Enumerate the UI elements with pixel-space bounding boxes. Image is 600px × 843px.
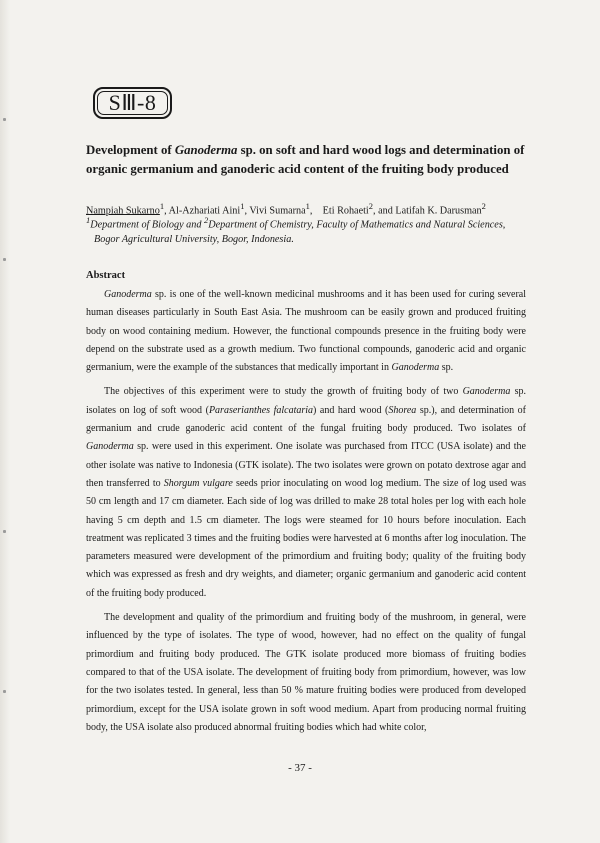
paragraph-text: seeds prior inoculating on wood log medium. The size of log used was 50 cm length and 17 cm diameter. Each side of log was drilled to make 28 total holes per log with each hole having 5 cm depth and 1.5 cm diameter. The logs were steamed for 10 hours before inoculation. Each treatment was replicated 3 times and the fruiting bodies were harvested at 6 months after log inoculation. The parameters measured were development of the primordium and fruiting body; quality of the fruiting body which was expressed as fresh and dry weights, and diameter; organic germanium and ganoderic acid content of the fruiting body produced.	[86, 477, 527, 599]
session-code-box	[93, 87, 172, 119]
affiliation-university: Bogor Agricultural University, Bogor, Indonesia.	[94, 234, 294, 246]
paragraph-text: The objectives of this experiment were to study the growth of fruiting body of two	[104, 386, 463, 398]
affiliations	[86, 213, 526, 247]
author-affiliation-mark: 1	[240, 201, 245, 211]
author-separator: ,	[164, 205, 169, 217]
title-post: sp. on soft and hard wood logs and determination of organic germanium and ganoderic acid content of the fruiting body produced	[86, 143, 525, 176]
author-affiliation-mark: 1	[305, 201, 310, 211]
species-name: Shorea	[388, 404, 417, 416]
abstract-body	[86, 286, 526, 737]
affiliation-dept-1: Department of Biology and	[90, 219, 204, 231]
page-number: - 37 -	[288, 762, 312, 774]
scan-speck	[3, 690, 6, 693]
paragraph-text: sp.	[439, 362, 454, 374]
paragraph-text: sp.), and determination of germanium and crude ganoderic acid content of the fungal fruiting body produced. Two isolates of	[86, 404, 527, 435]
paragraph-text: sp. were used in this experiment. One isolate was purchased from ITCC (USA isolate) and the other isolate was native to Indonesia (GTK isolate). The two isolates were grown on potato dextrose agar and then transferred to	[86, 441, 526, 489]
species-name: Ganoderma	[104, 289, 152, 300]
author-separator: ,	[309, 205, 323, 217]
author-name: Nampiah Sukarno	[86, 205, 160, 217]
page-edge-shadow	[0, 0, 10, 843]
abstract-heading: Abstract	[86, 270, 126, 281]
scan-speck	[3, 530, 6, 533]
affiliation-mark: 1	[86, 215, 91, 225]
author-affiliation-mark: 2	[481, 201, 486, 211]
author-affiliation-mark: 1	[159, 201, 165, 211]
affiliation-mark: 2	[204, 215, 209, 225]
paper-title	[86, 141, 526, 179]
paragraph-text: ) and hard wood (	[313, 404, 389, 416]
author-name: Al-Azhariati Aini	[168, 205, 241, 217]
scan-speck	[3, 258, 6, 261]
author-separator: , and	[373, 205, 396, 217]
author-separator: ,	[244, 205, 250, 217]
paragraph-text: sp. isolates on log of soft wood (	[86, 386, 526, 416]
paragraph-text: sp. is one of the well-known medicinal mushrooms and it has been used for curing several human diseases particularly in South East Asia. The mushroom can be easily grown and produced fruiting body on wood containing medium. However, the functional compounds presence in the fruiting body were depend on the substrate used as a growth medium. Two functional compounds, ganoderic acid and organic germanium, were the example of the substances that medically important in	[86, 289, 526, 374]
abstract-paragraph-2	[86, 383, 526, 603]
author-name: Latifah K. Darusman	[395, 205, 482, 217]
species-name: Ganoderma	[86, 441, 134, 453]
species-name: Shorgum vulgare	[163, 477, 233, 489]
author-name: Vivi Sumarna	[249, 205, 306, 217]
species-name: Ganoderma	[462, 386, 511, 398]
author-affiliation-mark: 2	[368, 201, 374, 211]
author-name: Eti Rohaeti	[322, 205, 369, 217]
affiliation-dept-2: Department of Chemistry, Faculty of Mathematics and Natural Sciences,	[208, 219, 506, 231]
species-name: Ganoderma	[391, 362, 440, 374]
session-code: SⅢ-8	[108, 90, 157, 115]
abstract-paragraph-1	[86, 286, 526, 377]
title-genus: Ganoderma	[174, 143, 238, 157]
abstract-paragraph-3: The development and quality of the primordium and fruiting body of the mushroom, in general, were influenced by the type of isolates. The type of wood, however, had no effect on the quality of fungal primordium and fruiting body produced. The GTK isolate produced more biomass of fruiting bodies compared to that of the USA isolate. The development of fruiting body from primordium, however, was low for the two isolates tested. In general, less than 50 % mature fruiting bodies were produced from developed primordium, except for the USA isolate grown in soft wood medium. Apart from producing normal fruiting body, the USA isolate also produced abnormal fruiting bodies which had white color,	[86, 612, 526, 733]
scan-speck	[3, 118, 6, 121]
title-pre: Development of	[86, 143, 175, 157]
species-name: Paraserianthes falcataria	[208, 404, 314, 416]
